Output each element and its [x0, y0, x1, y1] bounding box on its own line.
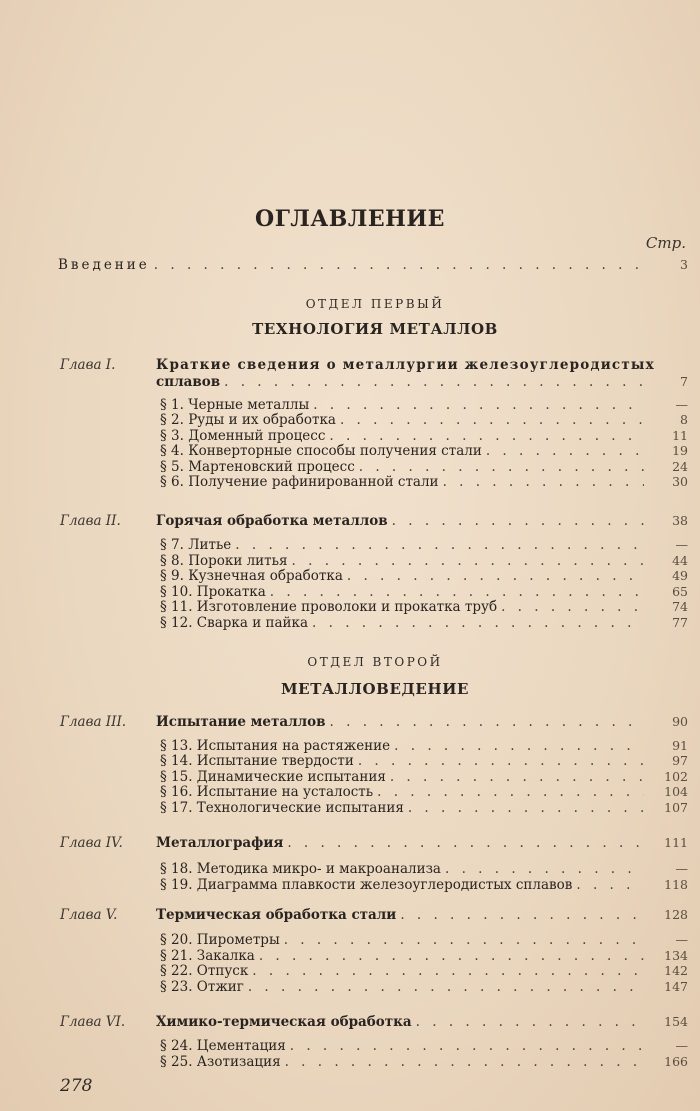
toc-page-number: — — [675, 861, 688, 876]
toc-entry-text: § 14. Испытание твердости — [160, 753, 354, 769]
dot-leader — [330, 713, 644, 731]
dot-leader — [408, 799, 644, 817]
toc-entry-chapter[interactable] — [156, 1013, 644, 1031]
toc-page-number: 19 — [672, 443, 688, 458]
toc-page-number: — — [675, 1038, 688, 1053]
chapter-label: Глава III. — [60, 714, 127, 730]
toc-entry-text: § 5. Мартеновский процесс — [160, 459, 355, 475]
toc-page-number: 154 — [664, 1014, 688, 1029]
toc-entry-chapter[interactable] — [156, 906, 644, 924]
toc-page-number: 107 — [664, 800, 688, 815]
toc-page-number: 38 — [672, 513, 688, 528]
dot-leader — [576, 876, 644, 894]
toc-entry-text: Горячая обработка металлов — [156, 513, 388, 529]
dot-leader — [154, 256, 644, 274]
toc-entry-text: § 7. Литье — [160, 537, 232, 553]
toc-entry[interactable] — [160, 1053, 644, 1071]
toc-entry-chapter[interactable] — [156, 373, 644, 391]
chapter-label: Глава VI. — [60, 1014, 126, 1030]
toc-page-number: 104 — [664, 784, 688, 799]
toc-entry-intro[interactable] — [58, 256, 644, 274]
toc-page-number: 128 — [664, 907, 688, 922]
toc-page-number: — — [675, 537, 688, 552]
toc-page-number: 166 — [664, 1054, 688, 1069]
toc-entry-text: § 1. Черные металлы — [160, 397, 310, 413]
toc-entry-text: сплавов — [156, 374, 221, 390]
toc-entry-text: § 4. Конверторные способы получения стали — [160, 443, 482, 459]
toc-page-number: 8 — [680, 412, 688, 427]
toc-entry-text: § 20. Пирометры — [160, 932, 280, 948]
toc-entry-text: § 12. Сварка и пайка — [160, 615, 309, 631]
toc-page-number: 11 — [672, 428, 688, 443]
dot-leader — [312, 614, 644, 632]
toc-entry-chapter[interactable] — [156, 512, 644, 530]
toc-page-number: 102 — [664, 769, 688, 784]
toc-entry-chapter[interactable] — [156, 713, 644, 731]
toc-page-number: 49 — [672, 568, 688, 583]
toc-entry-text: Испытание металлов — [156, 714, 326, 730]
toc-entry[interactable] — [160, 876, 644, 894]
page-column-label: Стр. — [645, 234, 686, 252]
toc-entry-text: Химико-термическая обработка — [156, 1014, 412, 1030]
toc-page-number: 7 — [680, 374, 688, 389]
chapter-label: Глава V. — [60, 907, 118, 923]
toc-entry-text: § 22. Отпуск — [160, 963, 249, 979]
toc-entry-text: § 11. Изготовление проволоки и прокатка труб — [160, 599, 498, 615]
toc-entry-text: § 18. Методика микро- и макроанализа — [160, 861, 441, 877]
toc-page-number: 147 — [664, 979, 688, 994]
toc-entry-text: § 9. Кузнечная обработка — [160, 568, 343, 584]
toc-entry-chapter[interactable] — [156, 834, 644, 852]
dot-leader — [416, 1013, 644, 1031]
toc-page-number: — — [675, 397, 688, 412]
toc-page-number: 142 — [664, 963, 688, 978]
toc-entry-text: § 25. Азотизация — [160, 1054, 281, 1070]
toc-entry-text: Металлография — [156, 835, 284, 851]
toc-entry-text: § 23. Отжиг — [160, 979, 244, 995]
toc-page-number: 97 — [672, 753, 688, 768]
toc-entry-text: § 19. Диаграмма плавкости железоуглеродистых сплавов — [160, 877, 573, 893]
toc-page-number: 77 — [672, 615, 688, 630]
toc-entry-text: § 6. Получение рафинированной стали — [160, 474, 439, 490]
chapter-label: Глава IV. — [60, 835, 123, 851]
toc-entry-text: § 17. Технологические испытания — [160, 800, 404, 816]
dot-leader — [443, 473, 644, 491]
toc-page-number: 44 — [672, 553, 688, 568]
page-title: ОГЛАВЛЕНИЕ — [255, 206, 445, 232]
toc-page-number: 3 — [680, 257, 688, 272]
toc-page-number: 134 — [664, 948, 688, 963]
section-title: МЕТАЛЛОВЕДЕНИЕ — [280, 680, 470, 698]
toc-entry-text: § 3. Доменный процесс — [160, 428, 326, 444]
toc-entry[interactable] — [160, 799, 644, 817]
toc-entry-text: § 13. Испытания на растяжение — [160, 738, 391, 754]
toc-entry-text: § 21. Закалка — [160, 948, 255, 964]
dot-leader — [285, 1053, 644, 1071]
toc-page-number: 74 — [672, 599, 688, 614]
toc-entry[interactable] — [160, 614, 644, 632]
dot-leader — [287, 834, 644, 852]
chapter-label: Глава I. — [60, 357, 116, 373]
dot-leader — [392, 512, 644, 530]
dot-leader — [224, 373, 644, 391]
dot-leader — [400, 906, 644, 924]
toc-entry-text: § 8. Пороки литья — [160, 553, 288, 569]
dot-leader — [248, 978, 644, 996]
toc-entry[interactable] — [160, 473, 644, 491]
toc-page-number: 118 — [664, 877, 688, 892]
section-title: ТЕХНОЛОГИЯ МЕТАЛЛОВ — [252, 320, 498, 338]
toc-entry-text: Термическая обработка стали — [156, 907, 397, 923]
page-number: 278 — [60, 1076, 93, 1096]
chapter-title: Краткие сведения о металлургии железоуглеродистых — [156, 357, 655, 373]
toc-page-number: 24 — [672, 459, 688, 474]
toc-page-number: 90 — [672, 714, 688, 729]
section-label: ОТДЕЛ ПЕРВЫЙ — [305, 297, 445, 311]
section-label: ОТДЕЛ ВТОРОЙ — [307, 655, 443, 669]
toc-page-number: 30 — [672, 474, 688, 489]
toc-entry-text: § 2. Руды и их обработка — [160, 412, 336, 428]
toc-page-number: 111 — [664, 835, 688, 850]
toc-entry-text: § 24. Цементация — [160, 1038, 286, 1054]
toc-page-number: 91 — [672, 738, 688, 753]
toc-entry-text: § 10. Прокатка — [160, 584, 266, 600]
chapter-label: Глава II. — [60, 513, 121, 529]
toc-page-number: 65 — [672, 584, 688, 599]
toc-entry-text: § 15. Динамические испытания — [160, 769, 386, 785]
toc-entry-text: Введение — [58, 257, 150, 273]
toc-entry[interactable] — [160, 978, 644, 996]
toc-page-number: — — [675, 932, 688, 947]
toc-entry-text: § 16. Испытание на усталость — [160, 784, 374, 800]
